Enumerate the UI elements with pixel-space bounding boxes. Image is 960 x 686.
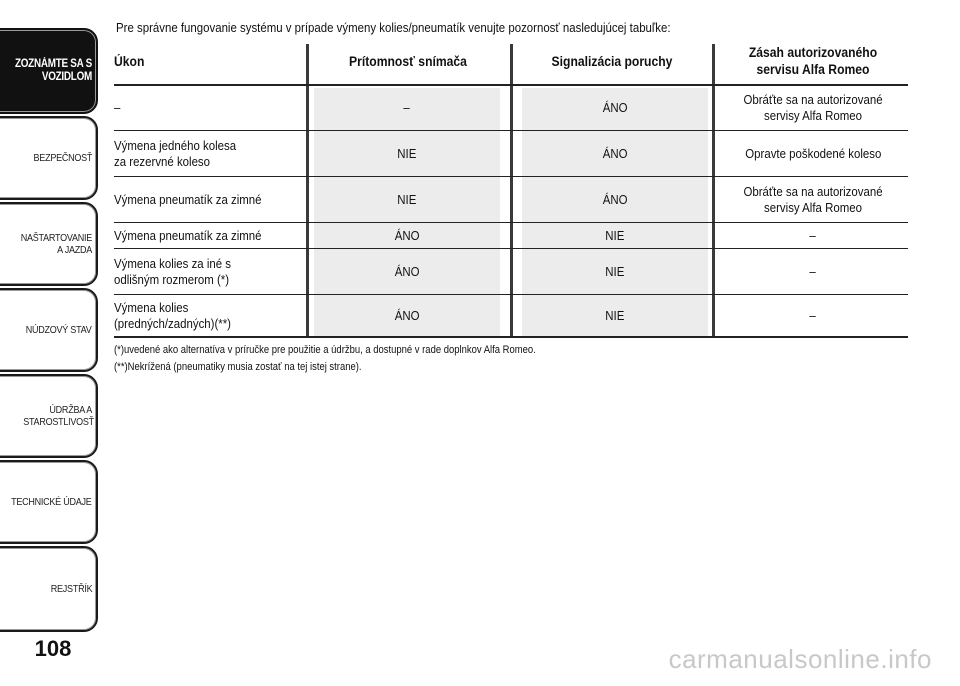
header-pritomnost-snimaca: Prítomnosť snímača (349, 54, 467, 69)
table-cell: Výmena pneumatík za zimné (114, 228, 262, 243)
tab-nudzovy-stav[interactable]: NÚDZOVÝ STAV (0, 288, 98, 372)
page-number: 108 (34, 636, 72, 661)
intro-text: Pre správne fungovanie systému v prípade výmeny kolies/pneumatík venujte pozornosť nasledujúcej tabuľke: (116, 20, 671, 35)
table-cell: – (809, 228, 817, 243)
table-cell: – (809, 308, 817, 323)
table-cell: – (403, 100, 411, 115)
watermark: carmanualsonline.info (668, 644, 932, 674)
table-cell: NIE (397, 146, 417, 161)
footnote: (*)uvedené ako alternatíva v príručke pre použitie a údržbu, a dostupné v rade doplnkov Alfa Romeo. (114, 344, 536, 356)
table-cell: NIE (605, 264, 625, 279)
row-rule (114, 222, 908, 223)
table-cell: ÁNO (394, 264, 420, 279)
table-cell: Opravte poškodené koleso (744, 146, 882, 161)
table-cell: – (114, 100, 121, 115)
row-rule (114, 294, 908, 295)
footnote: (**)Nekrížená (pneumatiky musia zostať na tej istej strane). (114, 361, 362, 373)
tab-zoznamte-sa-s-vozidlom[interactable]: ZOZNÁMTE SA S VOZIDLOM (0, 28, 98, 114)
tab-udrzba-a-starostlivost[interactable]: ÚDRŽBA A STAROSTLIVOSŤ (0, 374, 98, 458)
table-cell: Výmena kolies (predných/zadných)(**) (114, 300, 231, 331)
tab-bezpecnost[interactable]: BEZPEČNOSŤ (0, 116, 98, 200)
table-bottom-rule (114, 336, 908, 338)
table-cell: ÁNO (602, 146, 628, 161)
row-rule (114, 176, 908, 177)
row-rule (114, 130, 908, 131)
table-cell: Obráťte sa na autorizované servisy Alfa Romeo (743, 184, 883, 215)
header-signalizacia-poruchy: Signalizácia poruchy (551, 54, 673, 69)
table-cell: NIE (397, 192, 417, 207)
header-zasah-servisu: Zásah autorizovaného servisu Alfa Romeo (748, 45, 878, 77)
table-cell: ÁNO (394, 308, 420, 323)
table-cell: Výmena kolies za iné s odlišným rozmerom (*) (114, 256, 231, 287)
table-cell: NIE (605, 308, 625, 323)
header-ukon: Úkon (114, 54, 145, 69)
tab-nastartovanie-a-jazda[interactable]: NAŠTARTOVANIE A JAZDA (0, 202, 98, 286)
table-cell: Obráťte sa na autorizované servisy Alfa Romeo (743, 92, 883, 123)
table-cell: ÁNO (394, 228, 420, 243)
table-cell: – (809, 264, 817, 279)
row-rule (114, 248, 908, 249)
tire-change-table (114, 44, 908, 342)
table-cell: ÁNO (602, 100, 628, 115)
table-cell: NIE (605, 228, 625, 243)
table-cell: Výmena pneumatík za zimné (114, 192, 262, 207)
tab-rejstrik[interactable]: REJSTŘÍK (0, 546, 98, 632)
tab-technicke-udaje[interactable]: TECHNICKÉ ÚDAJE (0, 460, 98, 544)
table-cell: Výmena jedného kolesa za rezervné koleso (114, 138, 237, 169)
table-cell: ÁNO (602, 192, 628, 207)
